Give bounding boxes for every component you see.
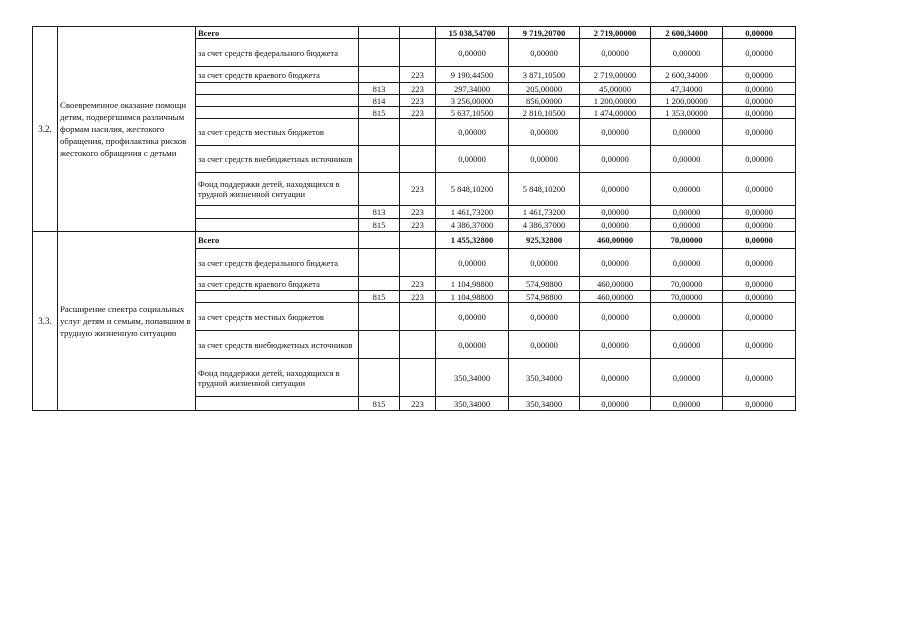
- code-administrator: [359, 303, 400, 331]
- code-expense-type: [400, 303, 436, 331]
- amount-cell: 0,00000: [509, 146, 580, 173]
- amount-cell: 350,34000: [509, 359, 580, 397]
- amount-cell: 0,00000: [651, 303, 723, 331]
- amount-cell: 0,00000: [651, 397, 723, 411]
- funding-source: Всего: [196, 27, 359, 39]
- amount-cell: 5 848,10200: [436, 173, 509, 206]
- amount-cell: 0,00000: [651, 146, 723, 173]
- amount-cell: 1 200,00000: [580, 95, 651, 107]
- amount-cell: 350,34000: [509, 397, 580, 411]
- amount-cell: 0,00000: [723, 146, 796, 173]
- amount-cell: 0,00000: [723, 95, 796, 107]
- amount-cell: 9 190,44500: [436, 67, 509, 83]
- amount-cell: 0,00000: [580, 119, 651, 146]
- code-administrator: 815: [359, 219, 400, 232]
- amount-cell: 205,00000: [509, 83, 580, 95]
- funding-source: [196, 397, 359, 411]
- amount-cell: 0,00000: [723, 119, 796, 146]
- amount-cell: 0,00000: [509, 303, 580, 331]
- amount-cell: 0,00000: [580, 173, 651, 206]
- amount-cell: 0,00000: [723, 67, 796, 83]
- amount-cell: 0,00000: [436, 303, 509, 331]
- funding-source: за счет средств местных бюджетов: [196, 119, 359, 146]
- amount-cell: 1 104,98800: [436, 277, 509, 291]
- amount-cell: 70,00000: [651, 277, 723, 291]
- funding-source: за счет средств федерального бюджета: [196, 39, 359, 67]
- funding-source: [196, 95, 359, 107]
- funding-source: [196, 206, 359, 219]
- funding-source: за счет средств федерального бюджета: [196, 249, 359, 277]
- section-title: Своевременное оказание помощи детям, подвергшимся различным формам насилия, жестокого обращения, профилактика рисков жестокого обращения с детьми: [58, 27, 196, 232]
- amount-cell: 350,34000: [436, 397, 509, 411]
- code-administrator: [359, 359, 400, 397]
- amount-cell: 0,00000: [580, 249, 651, 277]
- budget-table: [32, 26, 796, 411]
- code-administrator: [359, 67, 400, 83]
- amount-cell: 0,00000: [651, 119, 723, 146]
- code-expense-type: 223: [400, 291, 436, 303]
- amount-cell: 0,00000: [723, 27, 796, 39]
- amount-cell: 0,00000: [509, 249, 580, 277]
- amount-cell: 2 719,00000: [580, 27, 651, 39]
- code-expense-type: 223: [400, 219, 436, 232]
- amount-cell: 350,34000: [436, 359, 509, 397]
- amount-cell: 3 256,00000: [436, 95, 509, 107]
- amount-cell: 0,00000: [436, 146, 509, 173]
- amount-cell: 0,00000: [723, 206, 796, 219]
- code-expense-type: [400, 27, 436, 39]
- funding-source: [196, 107, 359, 119]
- amount-cell: 0,00000: [723, 331, 796, 359]
- amount-cell: 856,00000: [509, 95, 580, 107]
- amount-cell: 0,00000: [651, 359, 723, 397]
- amount-cell: 1 474,00000: [580, 107, 651, 119]
- funding-source: Всего: [196, 232, 359, 249]
- amount-cell: 4 386,37000: [436, 219, 509, 232]
- code-expense-type: 223: [400, 67, 436, 83]
- amount-cell: 0,00000: [580, 39, 651, 67]
- amount-cell: 0,00000: [723, 39, 796, 67]
- funding-source: за счет средств внебюджетных источников: [196, 331, 359, 359]
- amount-cell: 5 848,10200: [509, 173, 580, 206]
- code-administrator: 815: [359, 397, 400, 411]
- amount-cell: 0,00000: [580, 206, 651, 219]
- amount-cell: 0,00000: [651, 249, 723, 277]
- amount-cell: 0,00000: [436, 39, 509, 67]
- amount-cell: 0,00000: [723, 232, 796, 249]
- amount-cell: 1 104,98800: [436, 291, 509, 303]
- funding-source: за счет средств краевого бюджета: [196, 277, 359, 291]
- table-row: [33, 27, 796, 39]
- funding-source: [196, 83, 359, 95]
- amount-cell: 2 600,34000: [651, 27, 723, 39]
- amount-cell: 0,00000: [651, 219, 723, 232]
- amount-cell: 0,00000: [580, 146, 651, 173]
- amount-cell: 0,00000: [509, 39, 580, 67]
- amount-cell: 0,00000: [509, 119, 580, 146]
- code-administrator: 813: [359, 83, 400, 95]
- section-number: 3.2.: [33, 27, 58, 232]
- code-administrator: 815: [359, 291, 400, 303]
- funding-source: за счет средств краевого бюджета: [196, 67, 359, 83]
- amount-cell: 1 461,73200: [436, 206, 509, 219]
- code-expense-type: 223: [400, 206, 436, 219]
- amount-cell: 0,00000: [723, 303, 796, 331]
- funding-source: за счет средств внебюджетных источников: [196, 146, 359, 173]
- amount-cell: 297,34000: [436, 83, 509, 95]
- amount-cell: 0,00000: [436, 331, 509, 359]
- amount-cell: 0,00000: [723, 397, 796, 411]
- amount-cell: 925,32800: [509, 232, 580, 249]
- code-administrator: [359, 277, 400, 291]
- section-number: 3.3.: [33, 232, 58, 411]
- amount-cell: 5 637,10500: [436, 107, 509, 119]
- code-administrator: [359, 39, 400, 67]
- amount-cell: 0,00000: [436, 249, 509, 277]
- amount-cell: 0,00000: [580, 219, 651, 232]
- amount-cell: 15 038,54700: [436, 27, 509, 39]
- code-expense-type: [400, 146, 436, 173]
- code-administrator: [359, 27, 400, 39]
- amount-cell: 0,00000: [651, 331, 723, 359]
- amount-cell: 0,00000: [436, 119, 509, 146]
- amount-cell: 0,00000: [580, 397, 651, 411]
- amount-cell: 0,00000: [580, 359, 651, 397]
- amount-cell: 47,34000: [651, 83, 723, 95]
- code-expense-type: [400, 119, 436, 146]
- section-title: Расширение спектра социальных услуг детям и семьям, попавшим в трудную жизненную ситуацию: [58, 232, 196, 411]
- amount-cell: 70,00000: [651, 232, 723, 249]
- code-expense-type: 223: [400, 83, 436, 95]
- code-administrator: 814: [359, 95, 400, 107]
- amount-cell: 0,00000: [723, 277, 796, 291]
- amount-cell: 1 200,00000: [651, 95, 723, 107]
- amount-cell: 9 719,20700: [509, 27, 580, 39]
- funding-source: за счет средств местных бюджетов: [196, 303, 359, 331]
- code-administrator: 813: [359, 206, 400, 219]
- amount-cell: 1 455,32800: [436, 232, 509, 249]
- amount-cell: 4 386,37000: [509, 219, 580, 232]
- amount-cell: 0,00000: [723, 107, 796, 119]
- code-expense-type: [400, 359, 436, 397]
- code-expense-type: 223: [400, 397, 436, 411]
- code-administrator: [359, 249, 400, 277]
- code-expense-type: 223: [400, 277, 436, 291]
- amount-cell: 0,00000: [651, 39, 723, 67]
- amount-cell: 1 461,73200: [509, 206, 580, 219]
- amount-cell: 45,00000: [580, 83, 651, 95]
- amount-cell: 0,00000: [723, 83, 796, 95]
- amount-cell: 70,00000: [651, 291, 723, 303]
- amount-cell: 1 353,00000: [651, 107, 723, 119]
- amount-cell: 0,00000: [723, 291, 796, 303]
- funding-source: Фонд поддержки детей, находящихся в трудной жизненной ситуации: [196, 173, 359, 206]
- amount-cell: 0,00000: [580, 331, 651, 359]
- amount-cell: 0,00000: [723, 173, 796, 206]
- code-administrator: [359, 331, 400, 359]
- budget-table-body: [33, 27, 796, 411]
- amount-cell: 574,98800: [509, 277, 580, 291]
- amount-cell: 3 871,10500: [509, 67, 580, 83]
- code-expense-type: [400, 232, 436, 249]
- amount-cell: 460,00000: [580, 291, 651, 303]
- amount-cell: 574,98800: [509, 291, 580, 303]
- code-expense-type: 223: [400, 95, 436, 107]
- amount-cell: 0,00000: [723, 359, 796, 397]
- amount-cell: 0,00000: [651, 206, 723, 219]
- amount-cell: 0,00000: [723, 249, 796, 277]
- code-administrator: [359, 173, 400, 206]
- amount-cell: 2 600,34000: [651, 67, 723, 83]
- code-administrator: [359, 119, 400, 146]
- amount-cell: 460,00000: [580, 232, 651, 249]
- code-administrator: [359, 146, 400, 173]
- funding-source: Фонд поддержки детей, находящихся в трудной жизненной ситуации: [196, 359, 359, 397]
- code-expense-type: [400, 39, 436, 67]
- code-expense-type: [400, 331, 436, 359]
- code-expense-type: [400, 249, 436, 277]
- amount-cell: 0,00000: [509, 331, 580, 359]
- amount-cell: 0,00000: [651, 173, 723, 206]
- code-expense-type: 223: [400, 107, 436, 119]
- amount-cell: 0,00000: [580, 303, 651, 331]
- amount-cell: 2 719,00000: [580, 67, 651, 83]
- code-administrator: [359, 232, 400, 249]
- funding-source: [196, 219, 359, 232]
- code-administrator: 815: [359, 107, 400, 119]
- code-expense-type: 223: [400, 173, 436, 206]
- table-row: [33, 232, 796, 249]
- amount-cell: 0,00000: [723, 219, 796, 232]
- funding-source: [196, 291, 359, 303]
- amount-cell: 2 810,10500: [509, 107, 580, 119]
- amount-cell: 460,00000: [580, 277, 651, 291]
